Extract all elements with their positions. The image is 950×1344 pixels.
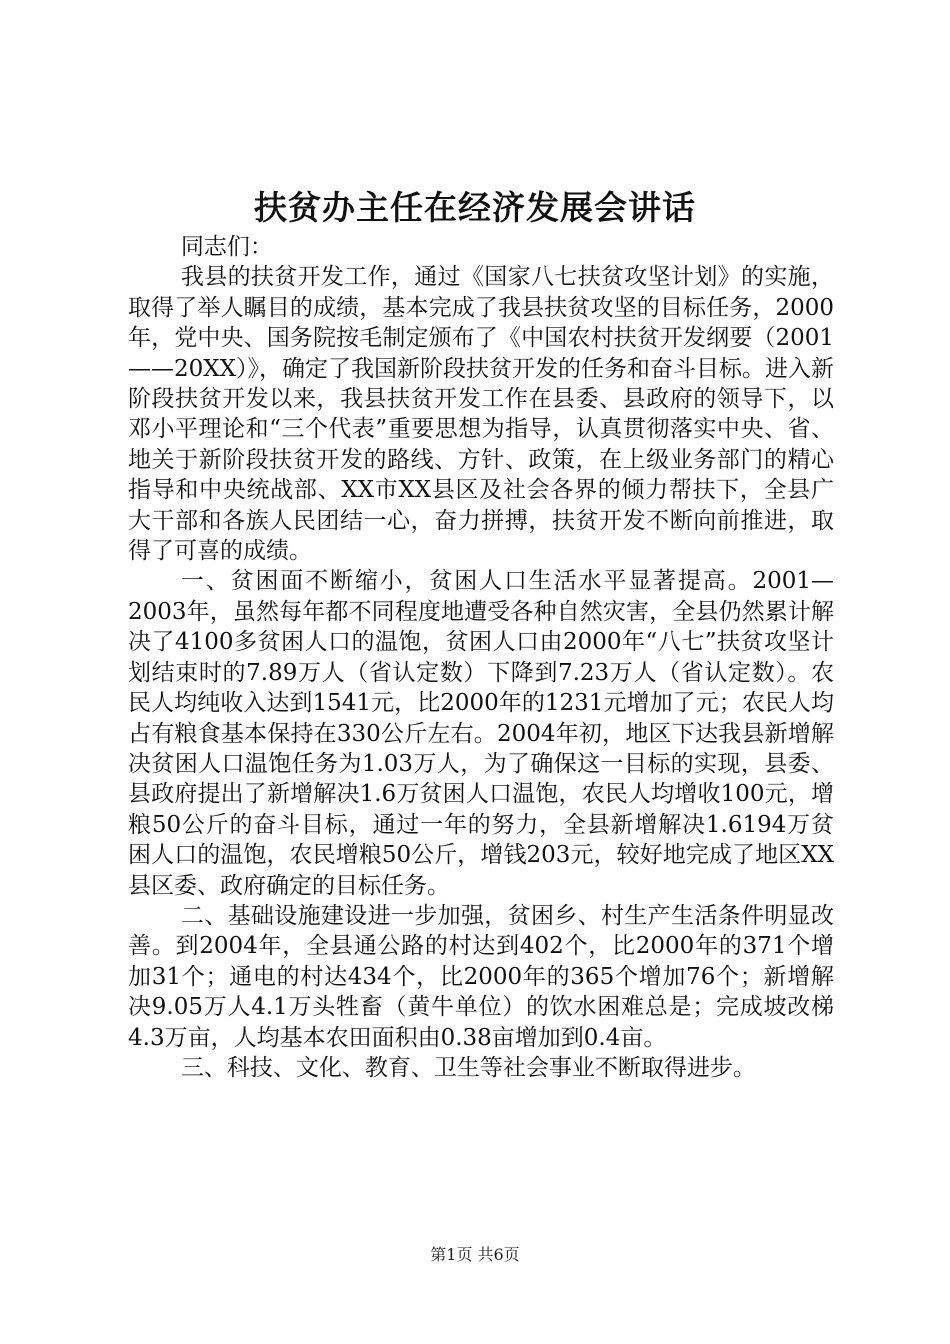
document-title: 扶贫办主任在经济发展会讲话: [254, 188, 696, 227]
section-three-paragraph: 三、科技、文化、教育、卫生等社会事业不断取得进步。: [180, 1054, 756, 1081]
section-one-paragraph: 一、贫困面不断缩小，贫困人口生活水平显著提高。2001—2003年，虽然每年都不同程度地遭受各种自然灾害，全县仍然累计解决了4100多贫困人口的温饱，贫困人口由2000年“八七”扶贫攻坚计划结束时的7.89万人（省认定数）下降到7.23万人（省认定数）。农民人均纯收入达到1541元，比2000年的1231元增加了元；农民人均占有粮食基本保持在330公斤左右。2004年初，地区下达我县新增解决贫困人口温饱任务为1.03万人，为了确保这一目标的实现，县委、县政府提出了新增解决1.6万贫困人口温饱，农民人均增收100元，增粮50公斤的奋斗目标，通过一年的努力，全县新增解决1.6194万贫困人口的温饱，农民增粮50公斤，增钱203元，较好地完成了地区XX县区委、政府确定的目标任务。: [128, 568, 834, 899]
page-number-footer: 第1页 共6页: [430, 1245, 520, 1264]
salutation-paragraph: 同志们：: [180, 234, 273, 260]
intro-paragraph: 我县的扶贫开发工作，通过《国家八七扶贫攻坚计划》的实施，取得了举人瞩目的成绩，基本完成了我县扶贫攻坚的目标任务，2000年，党中央、国务院按毛制定颁布了《中国农村扶贫开发纲要（2001——20XX）》，确定了我国新阶段扶贫开发的任务和奋斗目标。进入新阶段扶贫开发以来，我县扶贫开发工作在县委、县政府的领导下，以邓小平理论和“三个代表”重要思想为指导，认真贯彻落实中央、省、地关于新阶段扶贫开发的路线、方针、政策，在上级业务部门的精心指导和中央统战部、XX市XX县区及社会各界的倾力帮扶下，全县广大干部和各族人民团结一心，奋力拼搏，扶贫开发不断向前推进，取得了可喜的成绩。: [128, 264, 835, 565]
document-body: [128, 232, 834, 1083]
section-two-paragraph: 二、基础设施建设进一步加强，贫困乡、村生产生活条件明显改善。到2004年，全县通公路的村达到402个，比2000年的371个增加31个；通电的村达434个，比2000年的365个增加76个；新增解决9.05万人4.1万头牲畜（黄牛单位）的饮水困难总是；完成坡改梯4.3万亩，人均基本农田面积由0.38亩增加到0.4亩。: [128, 902, 834, 1051]
